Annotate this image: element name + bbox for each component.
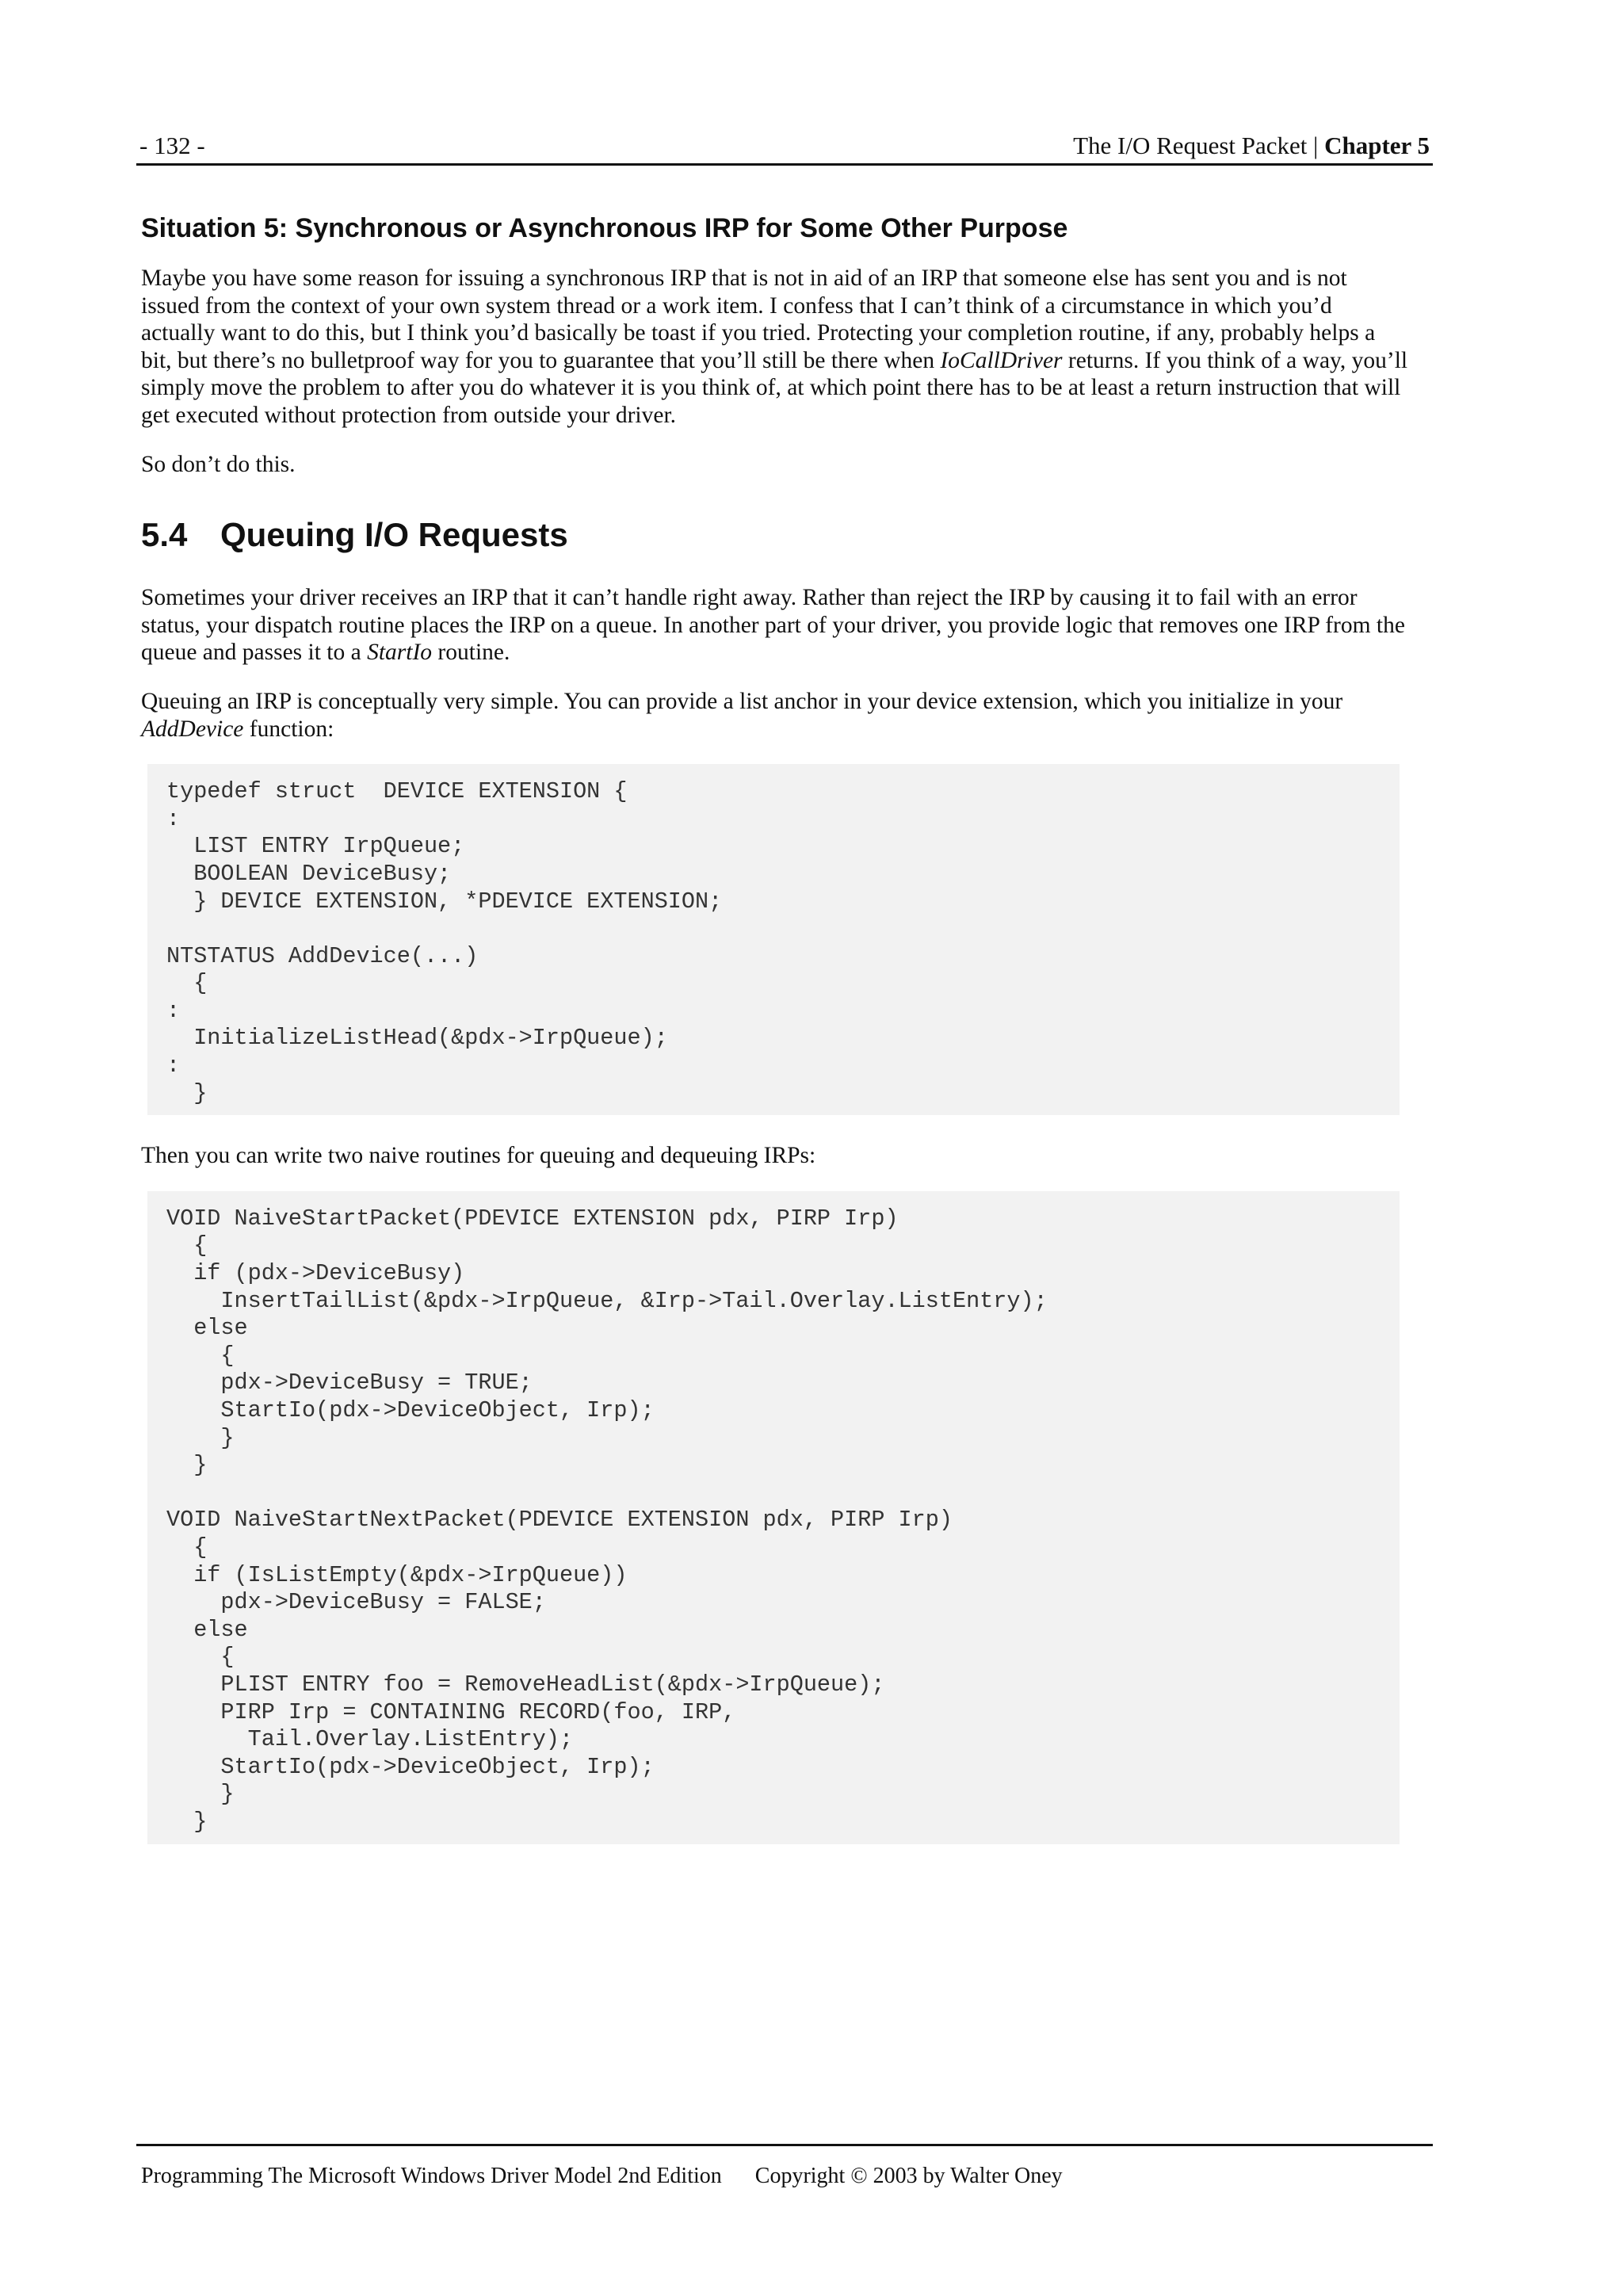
chapter-label: Chapter 5 [1324,132,1430,159]
situation-italic: IoCallDriver [940,347,1063,373]
section-paragraph-3: Then you can write two naive routines for queuing and dequeuing IRPs: [141,1143,816,1169]
section-paragraph-2 [141,688,1409,743]
spacer [141,1115,1409,1142]
running-title-text: The I/O Request Packet | [1073,132,1325,159]
code-block-naive-routines: VOID NaiveStartPacket(PDEVICE EXTENSION pdx, PIRP Irp) { if (pdx->DeviceBusy) InsertTailList(&pdx->IrpQueue, &Irp->Tail.Overlay.ListEntry); else { pdx->DeviceBusy = TRUE; StartIo(pdx->DeviceObject, Irp); } } VOID NaiveStartNextPacket(PDEVICE EXTENSION pdx, PIRP Irp) { if (IsListEmpty(&pdx->IrpQueue)) pdx->DeviceBusy = FALSE; else { PLIST ENTRY foo = RemoveHeadList(&pdx->IrpQueue); PIRP Irp = CONTAINING RECORD(foo, IRP, Tail.Overlay.ListEntry); StartIo(pdx->DeviceObject, Irp); } } [147,1191,1400,1844]
footer-book-title: Programming The Microsoft Windows Driver Model 2nd Edition [141,2164,722,2188]
section-p1-italic: StartIo [367,640,433,666]
section-p2-text-a: Queuing an IRP is conceptually very simple. You can provide a list anchor in your device extension, which you initialize in your [141,688,1343,714]
page-body [141,212,1409,1844]
section-p2-text-b: function: [243,716,334,742]
section-number: 5.4 [141,516,188,554]
situation-heading: Situation 5: Synchronous or Asynchronous IRP for Some Other Purpose [141,213,1068,243]
situation-text-a: Maybe you have some reason for issuing a synchronous IRP that is not in aid of an IRP that someone else has sent you and is not issued from the context of your own system thread or a work item. I confess that I can’t think of a circumstance in which you’d actually want to do this, but I think you’d basically be toast if you tried. Protecting your completion routine, if any, probably helps a bit, but there’s no bulletproof way for you to guarantee that you’ll still be there when [141,266,1376,373]
situation-text-b: returns. If you think of a way, you’ll simply move the problem to after you do whatever it is you think of, at which point there has to be at least a return instruction that will get executed without protection from outside your driver. [141,347,1408,428]
page-footer [136,2144,1433,2189]
running-title [1073,132,1430,160]
section-p1-text-a: Sometimes your driver receives an IRP that it can’t handle right away. Rather than reject the IRP by causing it to fail with an error status, your dispatch routine places the IRP on a queue. In another part of your driver, you provide logic that removes one IRP from the queue and passes it to a [141,585,1405,666]
section-heading [141,516,1409,554]
situation-paragraph-1 [141,265,1409,430]
section-p1-text-b: routine. [432,640,510,666]
situation-paragraph-2: So don’t do this. [141,451,296,477]
section-title: Queuing I/O Requests [220,516,568,554]
section-paragraph-1 [141,584,1409,667]
page-number: - 132 - [139,132,205,159]
page-header [136,128,1433,166]
section-p2-italic: AddDevice [141,716,244,742]
code-block-device-extension: typedef struct DEVICE EXTENSION { : LIST ENTRY IrpQueue; BOOLEAN DeviceBusy; } DEVICE EXTENSION, *PDEVICE EXTENSION; NTSTATUS AddDevice(...) { : InitializeListHead(&pdx->IrpQueue); : } [147,764,1400,1115]
footer-copyright: Copyright © 2003 by Walter Oney [754,2164,1063,2188]
